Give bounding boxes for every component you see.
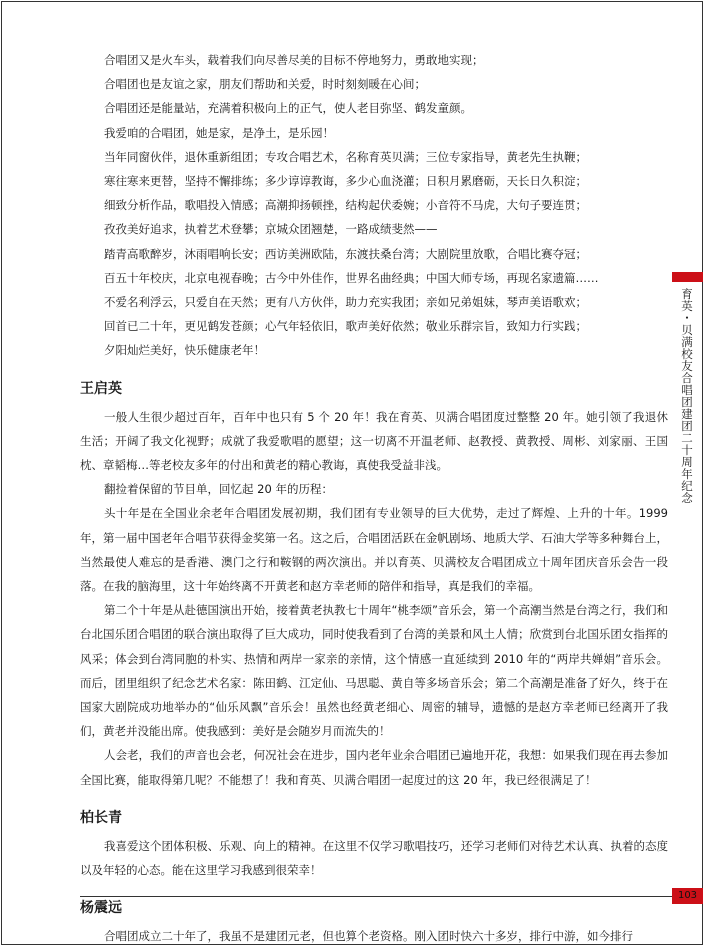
side-running-title: 育英・贝满校友合唱团建团二十周年纪念 — [680, 288, 694, 504]
page-body — [80, 48, 668, 949]
poem-line: 细致分析作品，歌唱投入情感；高潮抑扬顿挫，结构起伏委婉；小音符不马虎，大句子要连贯； — [104, 198, 587, 213]
poem-line: 合唱团又是火车头，载着我们向尽善尽美的目标不停地努力，勇敢地实现； — [104, 53, 484, 67]
page-number: 103 — [672, 888, 703, 904]
poem-line: 寒往寒来更替，坚持不懈排练；多少谆谆教诲，多少心血浇灌；日积月累磨砺，天长日久积淀； — [104, 174, 587, 189]
poem-line: 百五十年校庆，北京电视春晚；古今中外佳作，世界名曲经典；中国大师专场，再现名家遗篇…… — [104, 270, 599, 285]
paragraph: 翻捡着保留的节目单，回忆起 20 年的历程： — [104, 482, 333, 497]
paragraph: 一般人生很少超过百年，百年中也只有 5 个 20 年！我在育英、贝满合唱团度过整整 20 年。她引领了我退休生活；开阔了我文化视野；成就了我爱歌唱的愿望；这一切离不开温老师、赵教授、黄教授、周彬、刘家丽、王国枕、章韬梅…等老校友多年的付出和黄老的精心教诲，真使我受益非浅。 — [80, 409, 668, 473]
poem-line: 回首已二十年，更见鹤发苍颜；心气年轻依旧，歌声美好依然；敬业乐群宗旨，致知力行实践； — [104, 319, 587, 334]
poem-line: 我爱咱的合唱团，她是家，是净土，是乐园！ — [104, 125, 334, 140]
poem-line: 孜孜美好追求，执着艺术登攀；京城众团翘楚，一路成绩斐然—— — [104, 222, 438, 237]
section-heading: 杨震远 — [80, 900, 122, 917]
poem-line: 踏青高歌醉岁，沐雨唱响长安；西访美洲欧陆，东渡扶桑台湾；大剧院里放歌，合唱比赛夺冠； — [104, 246, 587, 261]
section-wang-qiying — [80, 377, 668, 792]
side-accent-bar — [672, 272, 703, 282]
section-heading: 柏长青 — [80, 809, 122, 826]
poem-line: 合唱团还是能量站，充满着积极向上的正气，使人老目弥坚、鹤发童颜。 — [104, 101, 472, 116]
footer-rule — [80, 896, 672, 897]
paragraph: 合唱团成立二十年了，我虽不是建团元老，但也算个老资格。刚入团时快六十多岁，排行中游，如今排行 — [104, 929, 633, 944]
poem-line: 夕阳灿烂美好，快乐健康老年！ — [104, 343, 265, 358]
poem-line: 不爱名利浮云，只爱自在天然；更有八方伙伴，助力充实我团；亲如兄弟姐妹，琴声美语歌欢； — [104, 295, 587, 310]
paragraph: 头十年是在全国业余老年合唱团发展初期，我们团有专业领导的巨大优势，走过了辉煌、上升的十年。1999 年，第一届中国老年合唱节获得金奖第一名。这之后，合唱团活跃在金帆剧场、地质大学、石油大学等多种舞台上，当然最使人难忘的是香港、澳门之行和鞍钢的两次演出。并以育英、贝满校友合唱团成立十周年团庆音乐会告一段落。在我的脑海里，这十年始终离不开黄老和赵方幸老师的陪伴和指导，真是我们的幸福。 — [80, 506, 668, 594]
paragraph: 我喜爱这个团体积极、乐观、向上的精神。在这里不仅学习歌唱技巧，还学习老师们对待艺术认真、执着的态度以及年轻的心态。能在这里学习我感到很荣幸！ — [80, 838, 668, 878]
poem-line: 当年同窗伙伴，退休重新组团；专攻合唱艺术，名称育英贝满；三位专家指导，黄老先生执鞭； — [104, 149, 587, 164]
paragraph: 人会老，我们的声音也会老，何况社会在进步，国内老年业余合唱团已遍地开花，我想：如果我们现在再去参加全国比赛，能取得第几呢？不能想了！我和育英、贝满合唱团一起度过的这 20 年，我已经很满足了！ — [80, 748, 668, 787]
section-yang-zhenyuan — [80, 896, 668, 948]
section-bai-changqing — [80, 806, 668, 882]
paragraph: 第二个十年是从赴德国演出开始，接着黄老执教七十周年“桃李颂”音乐会，第一个高潮当然是台湾之行，我们和台北国乐团合唱团的联合演出取得了巨大成功，同时使我看到了台湾的美景和风土人情；欣赏到台北国乐团女指挥的风采；体会到台湾同胞的朴实、热情和两岸一家亲的亲情，这个情感一直延续到 2010 年的“两岸共婵娟”音乐会。而后，团里组织了纪念艺术名家：陈田鹤、江定仙、马思聪、黄自等多场音乐会；第二个高潮是准备了好久，终于在国家大剧院成功地举办的“仙乐风飘”音乐会！虽然也经黄老细心、周密的辅导，遗憾的是赵方幸老师已经离开了我们，黄老并没能出席。使我感到：美好是会随岁月而流失的！ — [80, 603, 668, 739]
poem-line: 合唱团也是友谊之家，朋友们帮助和关爱，时时刻刻暖在心间； — [104, 77, 426, 92]
section-heading: 王启英 — [80, 380, 122, 397]
poem — [80, 48, 668, 363]
